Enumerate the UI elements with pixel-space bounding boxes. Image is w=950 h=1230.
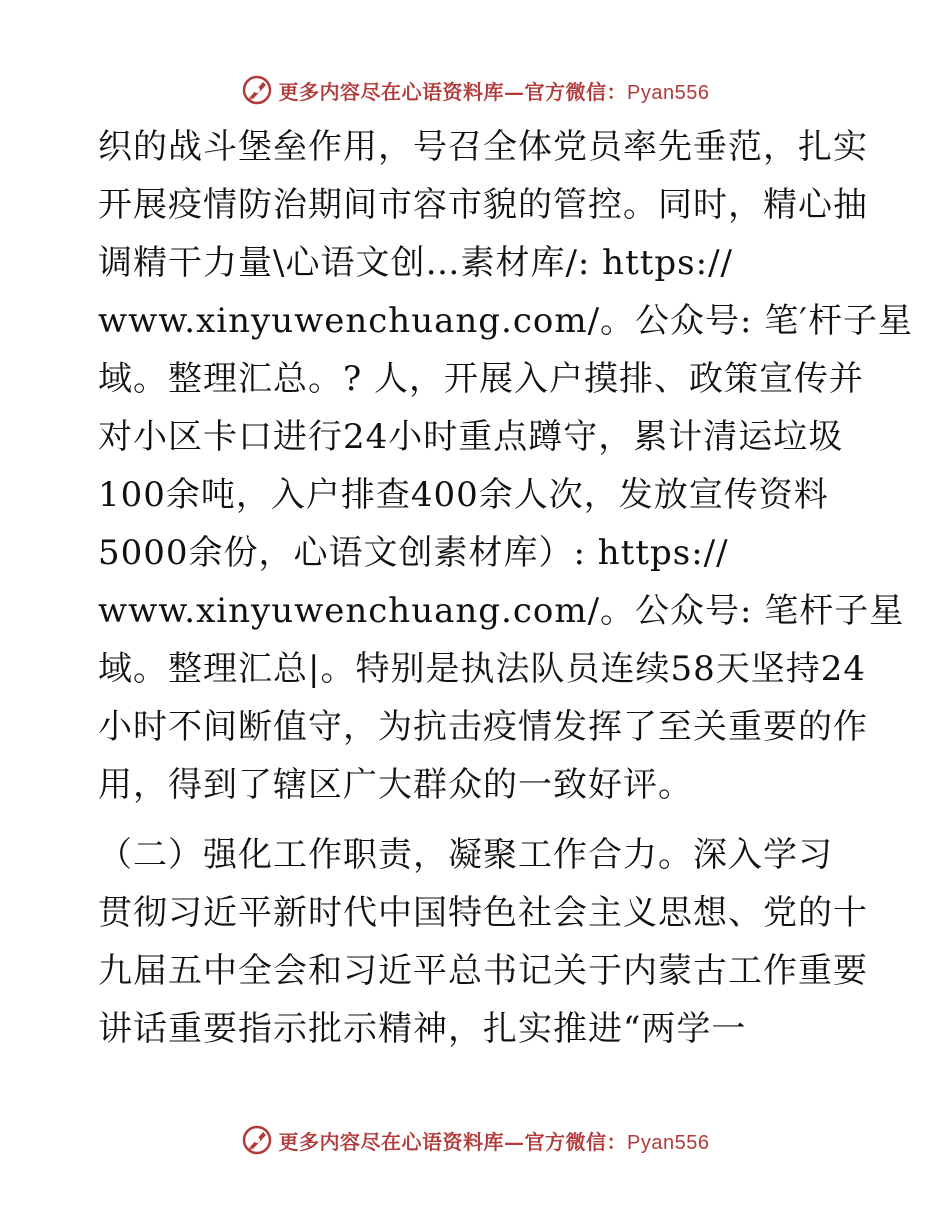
header-watermark-text xyxy=(279,76,710,105)
text-line: www.xinyuwenchuang.com/。公众号: 笔′杆子星 xyxy=(98,301,914,341)
text-line: 讲话重要指示批示精神，扎实推进“两学一 xyxy=(98,1009,747,1049)
text-line: 对小区卡口进行24小时重点蹲守，累计清运垃圾 xyxy=(98,417,844,457)
text-line: www.xinyuwenchuang.com/。公众号: 笔杆子星 xyxy=(98,591,905,631)
header-watermark-cn: 更多内容尽在心语资料库—官方微信： xyxy=(278,79,628,104)
footer-watermark-id: Pyan556 xyxy=(627,1131,710,1154)
quill-pen-logo-icon xyxy=(241,1124,273,1156)
text-line: 100余吨，入户排查400余人次，发放宣传资料 xyxy=(98,475,829,515)
text-line: 织的战斗堡垒作用，号召全体党员率先垂范，扎实 xyxy=(98,127,868,167)
text-line: 域。整理汇总。? 人，开展入户摸排、政策宣传并 xyxy=(98,359,865,399)
paragraph-2 xyxy=(98,826,868,1058)
text-line: 开展疫情防治期间市容市貌的管控。同时，精心抽 xyxy=(98,185,868,225)
text-line: （二）强化工作职责，凝聚工作合力。深入学习 xyxy=(98,835,833,875)
text-line: 小时不间断值守，为抗击疫情发挥了至关重要的作 xyxy=(98,707,868,747)
paragraph-1 xyxy=(98,118,914,814)
text-line: 域。整理汇总|。特别是执法队员连续58天坚持24 xyxy=(98,649,866,689)
footer-watermark-text xyxy=(279,1126,710,1155)
header-watermark-banner xyxy=(0,70,950,110)
header-watermark-id: Pyan556 xyxy=(627,81,710,104)
footer-watermark-banner xyxy=(0,1120,950,1160)
text-line: 贯彻习近平新时代中国特色社会主义思想、党的十 xyxy=(98,893,868,933)
footer-watermark-cn: 更多内容尽在心语资料库—官方微信： xyxy=(278,1129,628,1154)
text-line: 用，得到了辖区广大群众的一致好评。 xyxy=(98,765,693,805)
quill-pen-logo-icon xyxy=(241,74,273,106)
text-line: 调精干力量\心语文创…素材库/: https:// xyxy=(98,243,733,283)
paragraph-gap xyxy=(98,814,858,826)
text-line: 九届五中全会和习近平总书记关于内蒙古工作重要 xyxy=(98,951,868,991)
document-body xyxy=(98,118,914,1058)
text-line: 5000余份，心语文创素材库）: https:// xyxy=(98,533,729,573)
